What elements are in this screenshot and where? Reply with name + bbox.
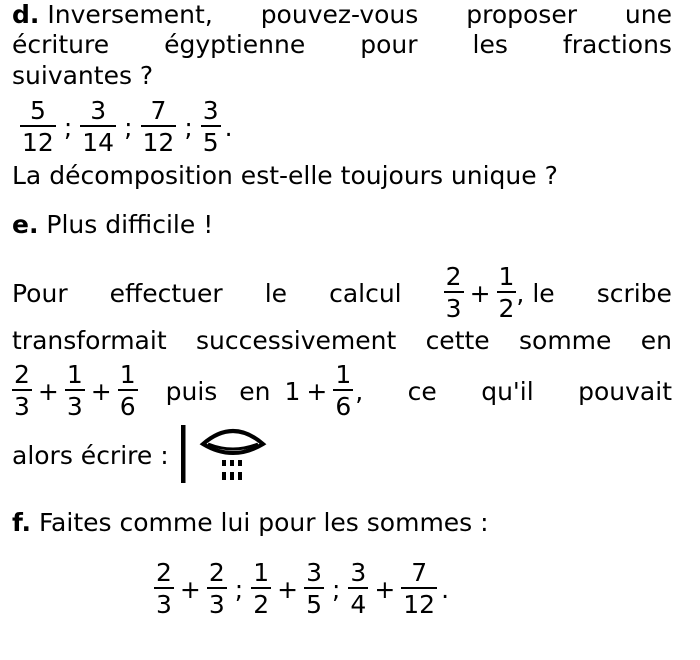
plus-sign: + [179, 574, 201, 604]
fraction: $\frac{3}{4}$ [350, 558, 367, 619]
word: égyptienne [164, 30, 306, 59]
word: scribe [596, 278, 672, 308]
word: Inversement, [47, 0, 213, 29]
separator: ; [124, 112, 133, 142]
word: calcul [329, 278, 402, 308]
hieroglyph-icon [177, 422, 273, 488]
separator: ; [331, 574, 341, 604]
part-e-label: e. [12, 210, 39, 239]
part-d-fractions [20, 96, 233, 158]
word: transformait [12, 326, 167, 355]
plus-sign: + [469, 278, 491, 308]
fraction: $\frac{1}{3}$ [66, 360, 83, 421]
word: en [640, 326, 672, 355]
plus-sign: + [374, 574, 396, 604]
fraction: $\frac{1}{6}$ [335, 360, 352, 421]
separator: ; [184, 112, 193, 142]
fraction: $\frac{2}{3}$ [14, 360, 30, 421]
fraction: $\frac{1}{2}$ [253, 558, 270, 619]
fraction: $\frac{2}{3}$ [445, 262, 462, 323]
fraction: $\frac{1}{6}$ [119, 360, 136, 421]
part-d-line-2 [12, 30, 672, 60]
word: fractions [562, 30, 672, 59]
part-f-label: f. [12, 508, 32, 537]
fraction: $\frac{3}{5}$ [306, 558, 322, 619]
separator: ; [63, 112, 73, 142]
word: effectuer [109, 278, 223, 308]
word: pour [360, 30, 418, 59]
word: une [624, 0, 672, 29]
part-d-question: La décomposition est-elle toujours unique ? [12, 161, 558, 190]
word: , le [516, 278, 555, 308]
tail-text: , ce qu'il pouvait [355, 376, 672, 406]
integer-one: 1 [284, 376, 301, 406]
part-e-heading [12, 210, 213, 240]
plus-sign: + [306, 376, 328, 406]
word: Pour [12, 278, 68, 308]
fraction: $\frac{3}{14}$ [82, 96, 115, 157]
fraction: $\frac{1}{2}$ [498, 262, 515, 323]
word: le [264, 278, 288, 308]
fraction: $\frac{2}{3}$ [156, 558, 172, 619]
puis-en-text: puis en [165, 376, 271, 406]
part-e-title: Plus difficile ! [46, 210, 214, 239]
fraction: $\frac{2}{3}$ [208, 558, 225, 619]
word: cette [425, 326, 490, 355]
part-d-line-1 [12, 0, 672, 30]
word: écriture [12, 30, 110, 59]
plus-sign: + [277, 574, 299, 604]
part-e-line-1 [12, 262, 672, 324]
part-e-line-2 [12, 326, 672, 356]
sum-expression [444, 262, 555, 324]
fraction: $\frac{3}{5}$ [202, 96, 219, 157]
part-f-sums [154, 558, 449, 620]
part-f-heading [12, 508, 489, 538]
fraction: $\frac{7}{12}$ [403, 558, 436, 619]
fraction: $\frac{7}{12}$ [142, 96, 175, 157]
separator: ; [234, 574, 244, 604]
word: somme [519, 326, 612, 355]
part-f-text: Faites comme lui pour les sommes : [38, 508, 489, 537]
fraction: $\frac{5}{12}$ [22, 96, 54, 157]
word: proposer [466, 0, 577, 29]
word: pouvez-vous [260, 0, 419, 29]
word: les [472, 30, 508, 59]
end-period: . [441, 574, 450, 604]
plus-sign: + [37, 376, 59, 406]
part-d-line-3: suivantes ? [12, 61, 154, 90]
word: successivement [195, 326, 397, 355]
part-e-line-3 [12, 360, 672, 422]
plus-sign: + [90, 376, 112, 406]
alors-ecrire-text: alors écrire : [12, 440, 169, 470]
end-period: . [224, 112, 233, 142]
part-d-label: d. [12, 0, 40, 29]
part-e-line-4 [12, 422, 273, 488]
